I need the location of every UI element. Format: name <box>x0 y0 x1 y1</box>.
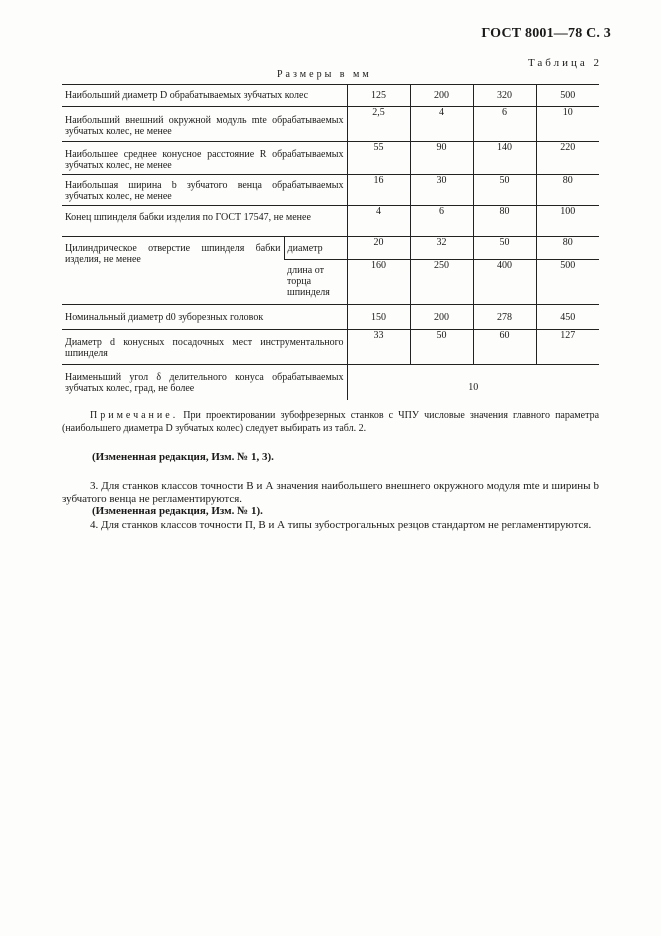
row-label: Наибольшее среднее конусное расстояние R обрабатываемых зубчатых колес, не менее <box>62 142 347 175</box>
row-label: Диаметр d конусных посадочных мест инструментального шпинделя <box>62 330 347 365</box>
cell-value: 2,5 <box>347 107 410 142</box>
cell-value: 80 <box>536 175 599 206</box>
cell-value: 6 <box>410 206 473 237</box>
cell-value: 500 <box>536 260 599 305</box>
cell-value: 80 <box>473 206 536 237</box>
cell-value: 200 <box>410 85 473 107</box>
row-label: Наибольшая ширина b зубчатого венца обрабатываемых зубчатых колес, не менее <box>62 175 347 206</box>
cell-value: 16 <box>347 175 410 206</box>
note-text: При проектировании зубофрезерных станков с ЧПУ числовые значения главного параметра (наибольшего диаметра D зубчатых колес) следует выбирать из табл. 2. <box>62 410 600 434</box>
cell-value: 200 <box>410 305 473 330</box>
paragraph-4: 4. Для станков классов точности П, В и А типы зубострогальных резцов стандартом не регламентируются. <box>90 519 592 531</box>
cell-value: 90 <box>410 142 473 175</box>
cell-value: 50 <box>473 175 536 206</box>
table-label: Таблица 2 <box>527 57 602 69</box>
cell-value: 10 <box>536 107 599 142</box>
cell-value: 250 <box>410 260 473 305</box>
cell-value: 55 <box>347 142 410 175</box>
cell-value: 100 <box>536 206 599 237</box>
cell-value: 160 <box>347 260 410 305</box>
table-row <box>62 365 599 400</box>
cell-value: 400 <box>473 260 536 305</box>
row-label: Наибольший внешний окружной модуль mte обрабатываемых зубчатых колес, не менее <box>62 107 347 142</box>
table-row <box>62 305 599 330</box>
cell-value: 60 <box>473 330 536 365</box>
edition-note-2: (Измененная редакция, Изм. № 1). <box>92 505 263 517</box>
cell-value: 32 <box>410 237 473 260</box>
cell-value: 140 <box>473 142 536 175</box>
paragraph-3: 3. Для станков классов точности В и А значения наибольшего внешнего окружного модуля mte и ширины b зубчатого венца не регламентируются. <box>62 480 599 505</box>
row-label: Наибольший диаметр D обрабатываемых зубчатых колес <box>62 85 347 107</box>
cell-value: 150 <box>347 305 410 330</box>
cell-value: 33 <box>347 330 410 365</box>
table-row <box>62 175 599 206</box>
cell-value: 50 <box>410 330 473 365</box>
cell-value: 450 <box>536 305 599 330</box>
cell-value: 125 <box>347 85 410 107</box>
cell-value: 20 <box>347 237 410 260</box>
cell-value: 6 <box>473 107 536 142</box>
row-label: Цилиндрическое отверстие шпинделя бабки изделия, не менее <box>62 237 284 305</box>
cell-value: 127 <box>536 330 599 365</box>
cell-value: 278 <box>473 305 536 330</box>
edition-note-1: (Измененная редакция, Изм. № 1, 3). <box>92 451 274 463</box>
row-label: Наименьший угол δ делительного конуса обрабатываемых зубчатых колес, град, не более <box>65 372 344 394</box>
cell-value: 500 <box>536 85 599 107</box>
table-row <box>62 330 599 365</box>
sub-label: длина от торца шпинделя <box>284 260 347 305</box>
table-row <box>62 206 599 237</box>
table-note <box>62 409 599 435</box>
table-row <box>62 142 599 175</box>
table-row <box>62 85 599 107</box>
row-label: Номинальный диаметр d0 зуборезных головок <box>62 305 347 330</box>
note-label: Примечание. <box>90 410 179 421</box>
cell-value: 4 <box>410 107 473 142</box>
document-header: ГОСТ 8001—78 С. 3 <box>481 26 611 41</box>
spec-table <box>62 84 599 400</box>
sub-label: диаметр <box>284 237 347 260</box>
cell-value: 4 <box>347 206 410 237</box>
units-caption: Размеры в мм <box>277 69 372 80</box>
table-row <box>62 107 599 142</box>
cell-value: 50 <box>473 237 536 260</box>
row-label: Конец шпинделя бабки изделия по ГОСТ 17547, не менее <box>62 206 347 237</box>
cell-value: 320 <box>473 85 536 107</box>
cell-value: 220 <box>536 142 599 175</box>
cell-value: 80 <box>536 237 599 260</box>
cell-value: 30 <box>410 175 473 206</box>
table-row <box>62 237 599 260</box>
cell-value: 10 <box>347 365 599 400</box>
